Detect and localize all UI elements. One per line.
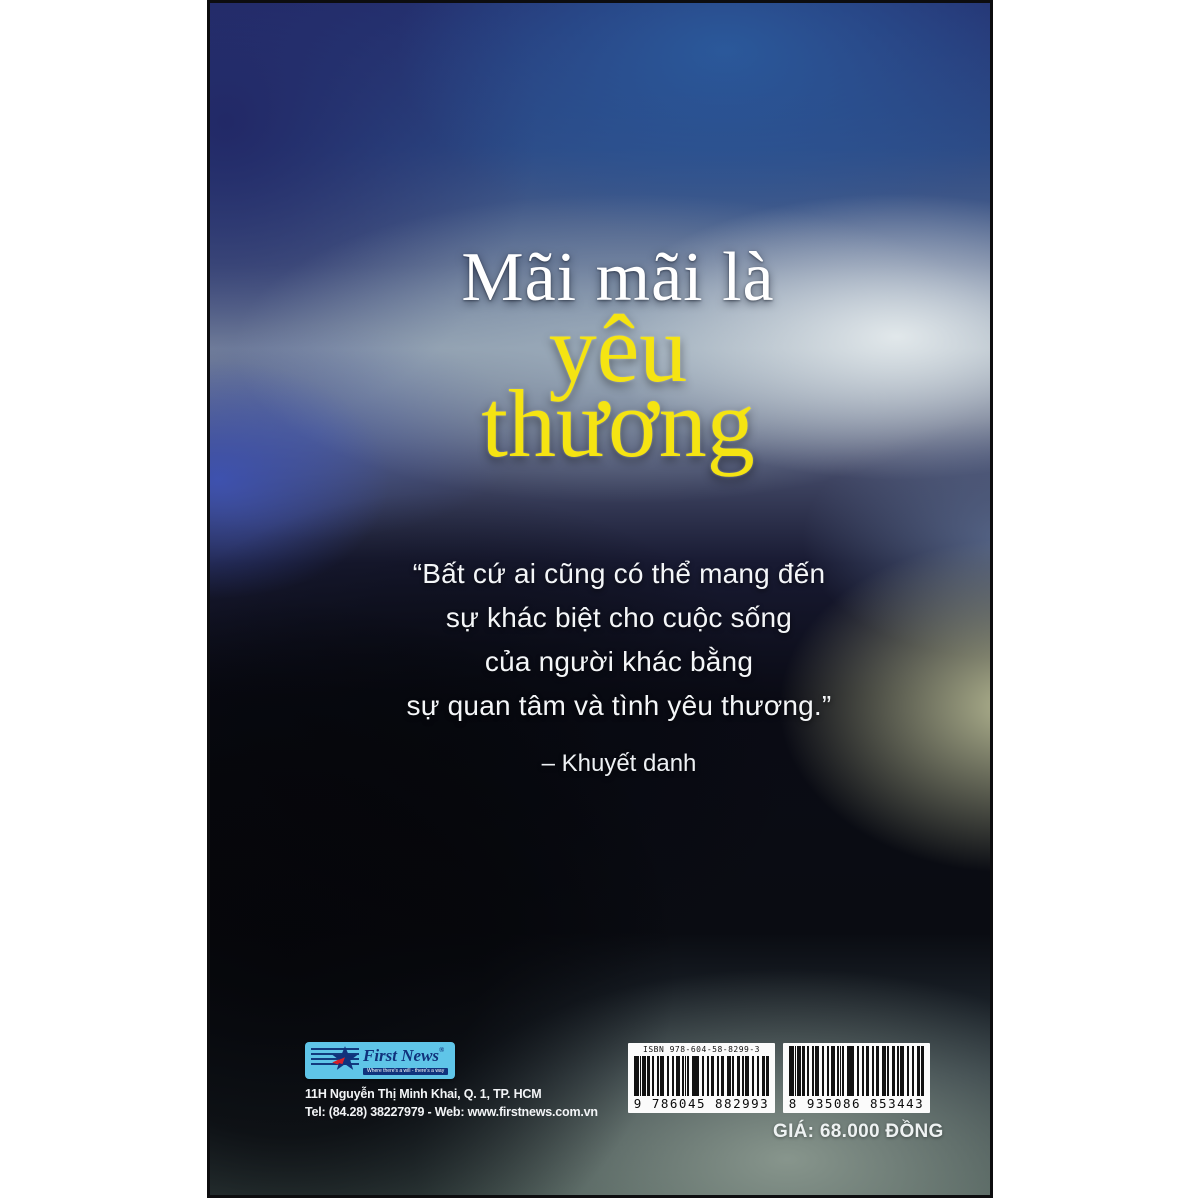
book-title (228, 239, 1008, 477)
quote-line: sự khác biệt cho cuộc sống (445, 602, 793, 633)
book-back-cover (207, 0, 993, 1198)
price-amount: 68.000 (819, 1121, 880, 1142)
title-line-3: thương (481, 370, 755, 477)
quote-attribution: – Khuyết danh (541, 750, 697, 777)
quote-block (229, 552, 1009, 778)
price-line (773, 1121, 943, 1143)
quote-line: sự quan tâm và tình yêu thương.” (406, 690, 832, 721)
star-icon (331, 1045, 359, 1073)
isbn-label: ISBN 978-604-58-8299-3 (643, 1045, 760, 1054)
isbn-digits: 9 786045 882993 (633, 1096, 770, 1111)
publisher-contact: Tel: (84.28) 38227979 - Web: www.firstnews.com.vn (305, 1104, 598, 1119)
registered-mark: ® (439, 1046, 445, 1054)
first-news-logo (305, 1042, 455, 1079)
title-line-2: yêu (548, 295, 688, 402)
ean-barcode (783, 1043, 930, 1113)
logo-tagline: Where there's a will - there's a way (363, 1068, 448, 1075)
isbn-barcode-bars-icon (634, 1056, 769, 1096)
quote-line: “Bất cứ ai cũng có thể mang đến (412, 558, 826, 589)
quote-line: của người khác bằng (484, 646, 754, 677)
price-currency: ĐỒNG (885, 1121, 944, 1142)
publisher-address: 11H Nguyễn Thị Minh Khai, Q. 1, TP. HCM (305, 1087, 542, 1101)
title-line-1: Mãi mãi là (461, 239, 775, 316)
ean-digits: 8 935086 853443 (788, 1096, 925, 1111)
ean-barcode-bars-icon (789, 1046, 924, 1096)
logo-wordmark: First News® (363, 1046, 445, 1065)
price-label: GIÁ: (773, 1121, 815, 1142)
publisher-block (305, 1042, 605, 1118)
isbn-barcode (628, 1043, 775, 1113)
